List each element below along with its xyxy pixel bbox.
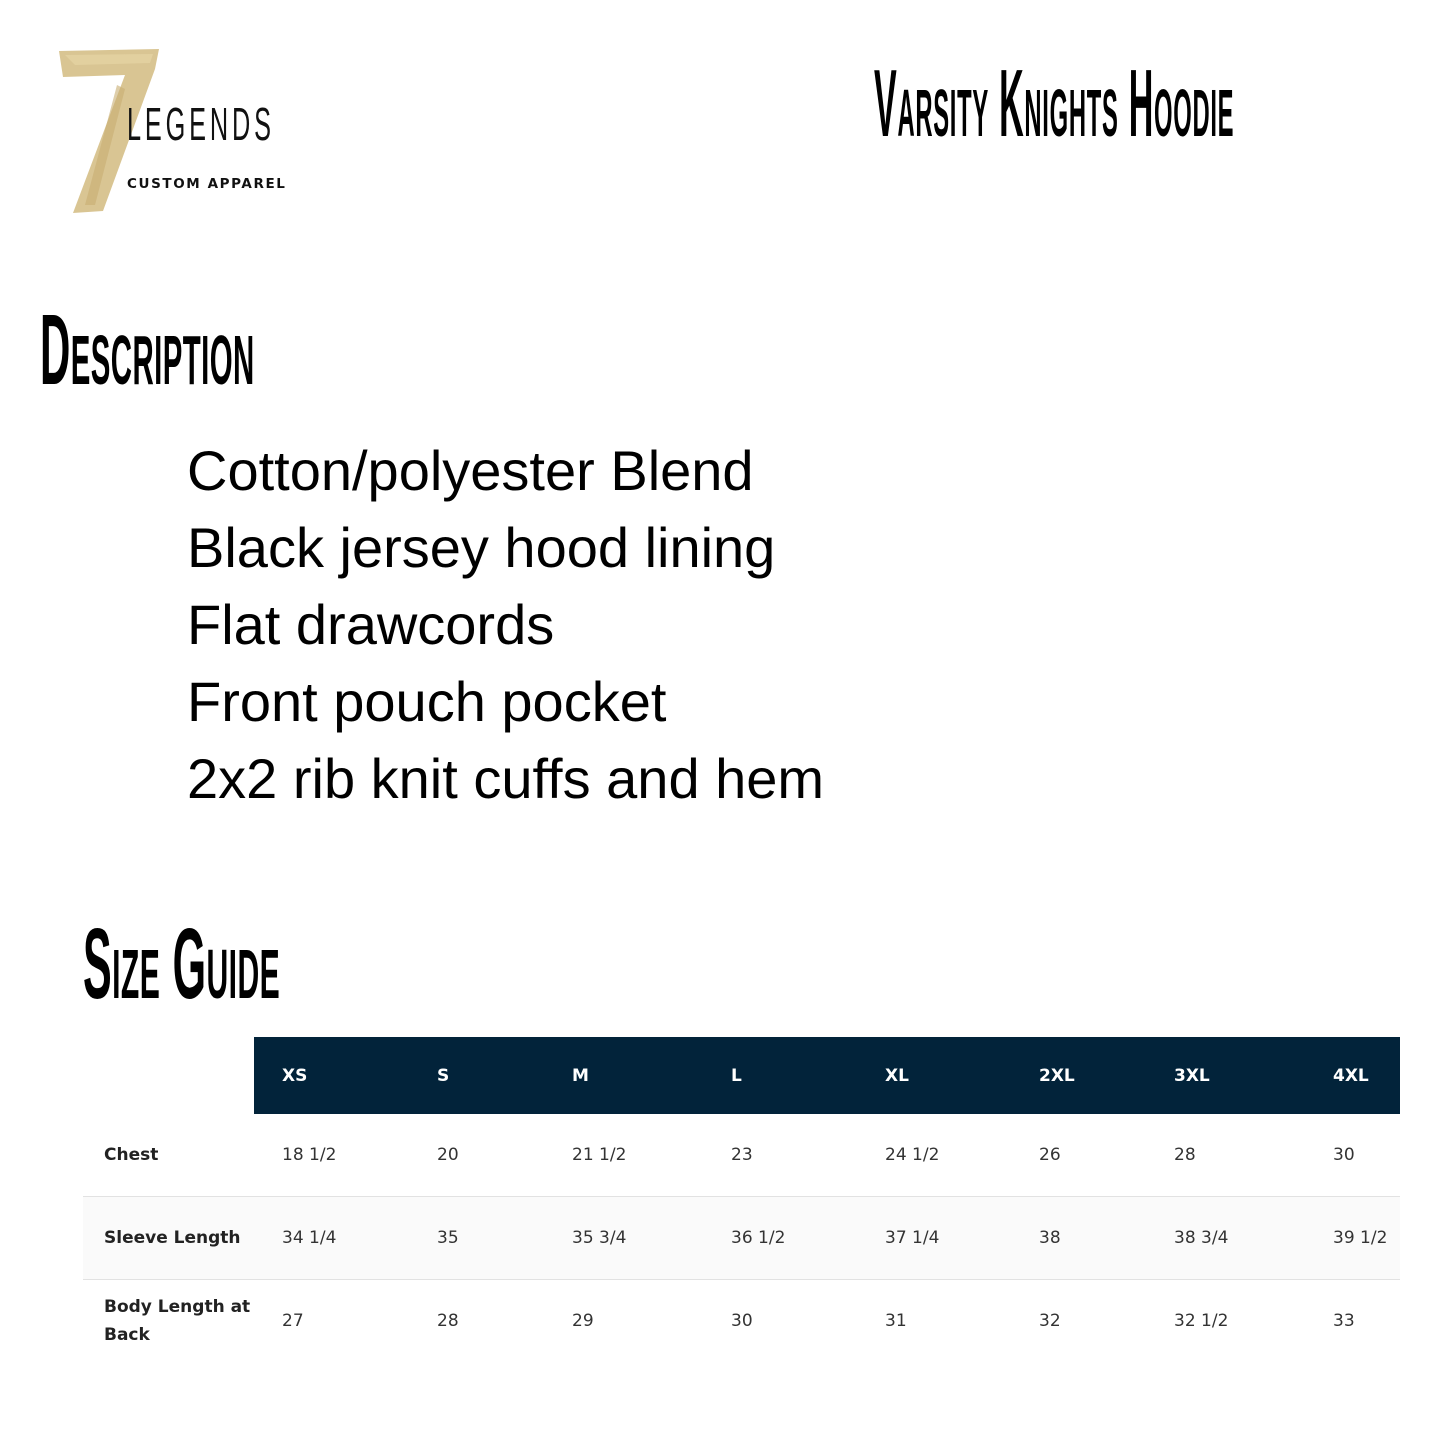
size-header-cell: L (703, 1037, 857, 1114)
feature-item: 2x2 rib knit cuffs and hem (187, 747, 825, 810)
feature-item: Cotton/polyester Blend (187, 439, 754, 502)
size-guide-heading: Size Guide (83, 908, 281, 1020)
table-cell: 29 (544, 1280, 703, 1363)
table-cell: 28 (1146, 1114, 1305, 1197)
brand-logo (55, 45, 305, 220)
table-cell: 30 (1305, 1114, 1400, 1197)
table-cell: 38 3/4 (1146, 1197, 1305, 1280)
table-cell: 38 (1011, 1197, 1146, 1280)
row-label: Chest (83, 1114, 254, 1197)
table-cell: 35 3/4 (544, 1197, 703, 1280)
feature-item: Flat drawcords (187, 593, 555, 656)
table-cell: 24 1/2 (857, 1114, 1011, 1197)
table-cell: 21 1/2 (544, 1114, 703, 1197)
table-cell: 32 (1011, 1280, 1146, 1363)
table-cell: 18 1/2 (254, 1114, 409, 1197)
table-cell: 27 (254, 1280, 409, 1363)
table-row (83, 1197, 1400, 1280)
logo-wordmark: LEGENDS (127, 98, 275, 150)
header-corner (83, 1037, 254, 1114)
feature-item: Front pouch pocket (187, 670, 667, 733)
size-header-cell: 4XL (1305, 1037, 1400, 1114)
table-cell: 20 (409, 1114, 544, 1197)
table-cell: 36 1/2 (703, 1197, 857, 1280)
size-header-cell: M (544, 1037, 703, 1114)
table-cell: 32 1/2 (1146, 1280, 1305, 1363)
size-header-row (83, 1037, 1400, 1114)
table-cell: 35 (409, 1197, 544, 1280)
size-guide-table (83, 1037, 1400, 1362)
table-cell: 23 (703, 1114, 857, 1197)
size-header-cell: 2XL (1011, 1037, 1146, 1114)
row-label: Body Length at Back (83, 1280, 254, 1363)
table-cell: 28 (409, 1280, 544, 1363)
table-cell: 39 1/2 (1305, 1197, 1400, 1280)
feature-list (187, 432, 824, 817)
logo-tagline: CUSTOM APPAREL (127, 176, 287, 192)
table-cell: 26 (1011, 1114, 1146, 1197)
table-row (83, 1280, 1400, 1363)
size-header-cell: S (409, 1037, 544, 1114)
table-row (83, 1114, 1400, 1197)
table-cell: 31 (857, 1280, 1011, 1363)
description-heading: Description (40, 294, 255, 406)
size-header-cell: XL (857, 1037, 1011, 1114)
size-header-cell: XS (254, 1037, 409, 1114)
product-title: Varsity Knights Hoodie (874, 50, 1235, 157)
row-label: Sleeve Length (83, 1197, 254, 1280)
table-cell: 30 (703, 1280, 857, 1363)
table-cell: 33 (1305, 1280, 1400, 1363)
table-cell: 37 1/4 (857, 1197, 1011, 1280)
size-header-cell: 3XL (1146, 1037, 1305, 1114)
feature-item: Black jersey hood lining (187, 516, 776, 579)
table-cell: 34 1/4 (254, 1197, 409, 1280)
